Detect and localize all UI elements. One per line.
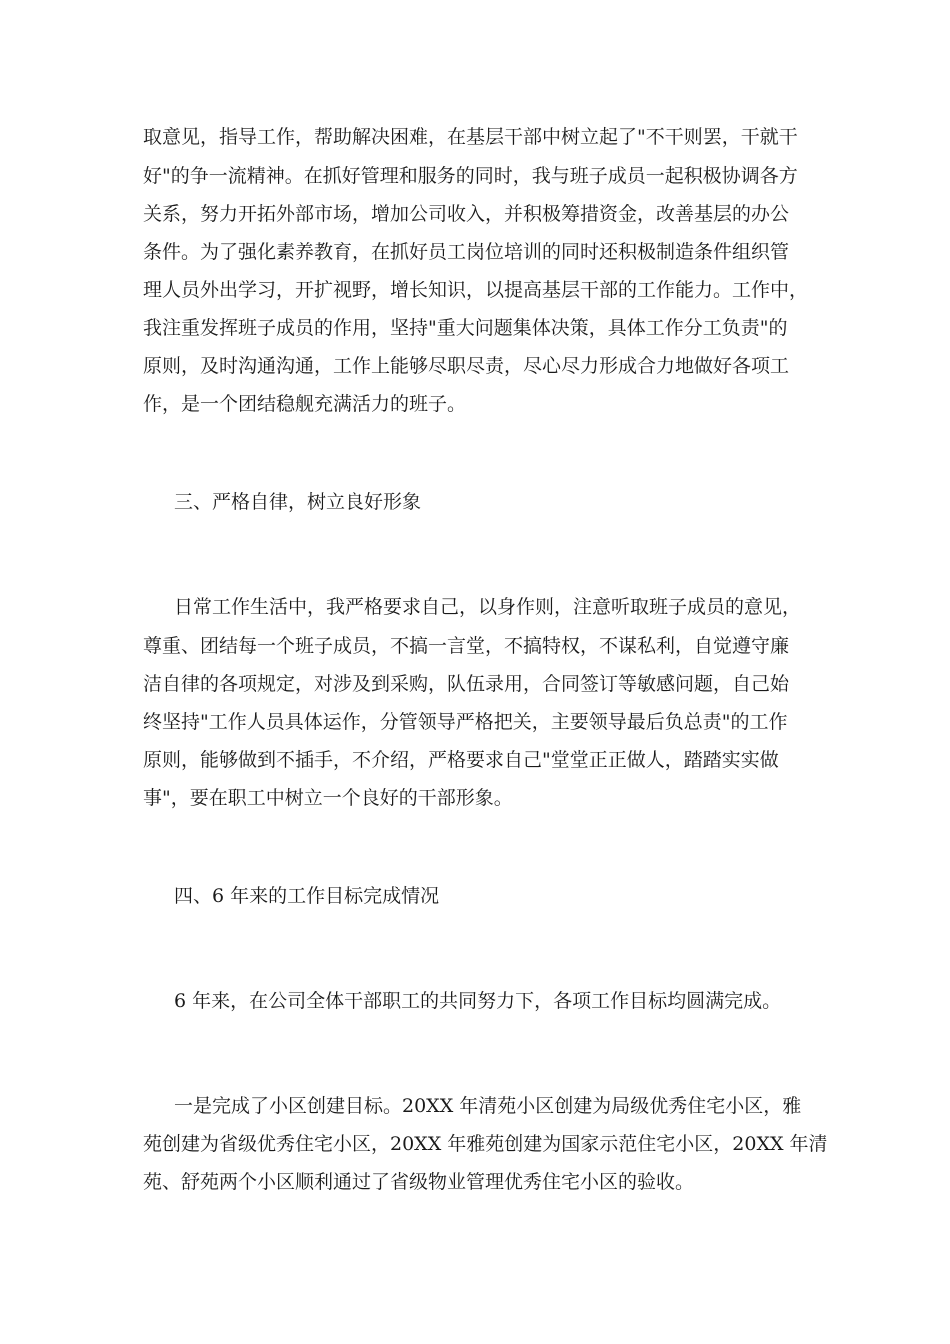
document-page: 取意见，指导工作，帮助解决困难，在基层干部中树立起了"不干则罢，干就干 好"的争一流精神。在抓好管理和服务的同时，我与班子成员一起积极协调各方 关系，努力开拓外部市场，增加公司收入，并积极筹措资金，改善基层的办公 条件。为了强化素养教育，在抓好员工岗位培训的同时还积极制造条件组织管 理人员外出学习，开扩视野，增长知识，以提高基层干部的工作能力。工作中， 我注重发挥班子成员的作用，坚持"重大问题集体决策，具体工作分工负责"的 原则，及时沟通沟通，工作上能够尽职尽责，尽心尽力形成合力地做好各项工 作，是一个团结稳舰充满活力的班子。 三、严格自律，树立良好形象 日常工作生活中，我严格要求自己，以身作则，注意听取班子成员的意见， 尊重、团结每一个班子成员，不搞一言堂，不搞特权，不谋私利，自觉遵守廉 洁自律的各项规定，对涉及到采购，队伍录用，合同签订等敏感问题，自己始 终坚持"工作人员具体运作，分管领导严格把关，主要领导最后负总责"的工作 原则，能够做到不插手，不介绍，严格要求自己"堂堂正正做人，踏踏实实做 事"，要在职工中树立一个良好的干部形象。 四、6 年来的工作目标完成情况 6 年来，在公司全体干部职工的共同努力下，各项工作目标均圆满完成。 一是完成了小区创建目标。20XX 年清苑小区创建为局级优秀住宅小区，雅 苑创建为省级优秀住宅小区，20XX 年雅苑创建为国家示范住宅小区，20XX 年清 苑、舒苑两个小区顺利通过了省级物业管理优秀住宅小区的验收。 <box>143 126 828 1193</box>
